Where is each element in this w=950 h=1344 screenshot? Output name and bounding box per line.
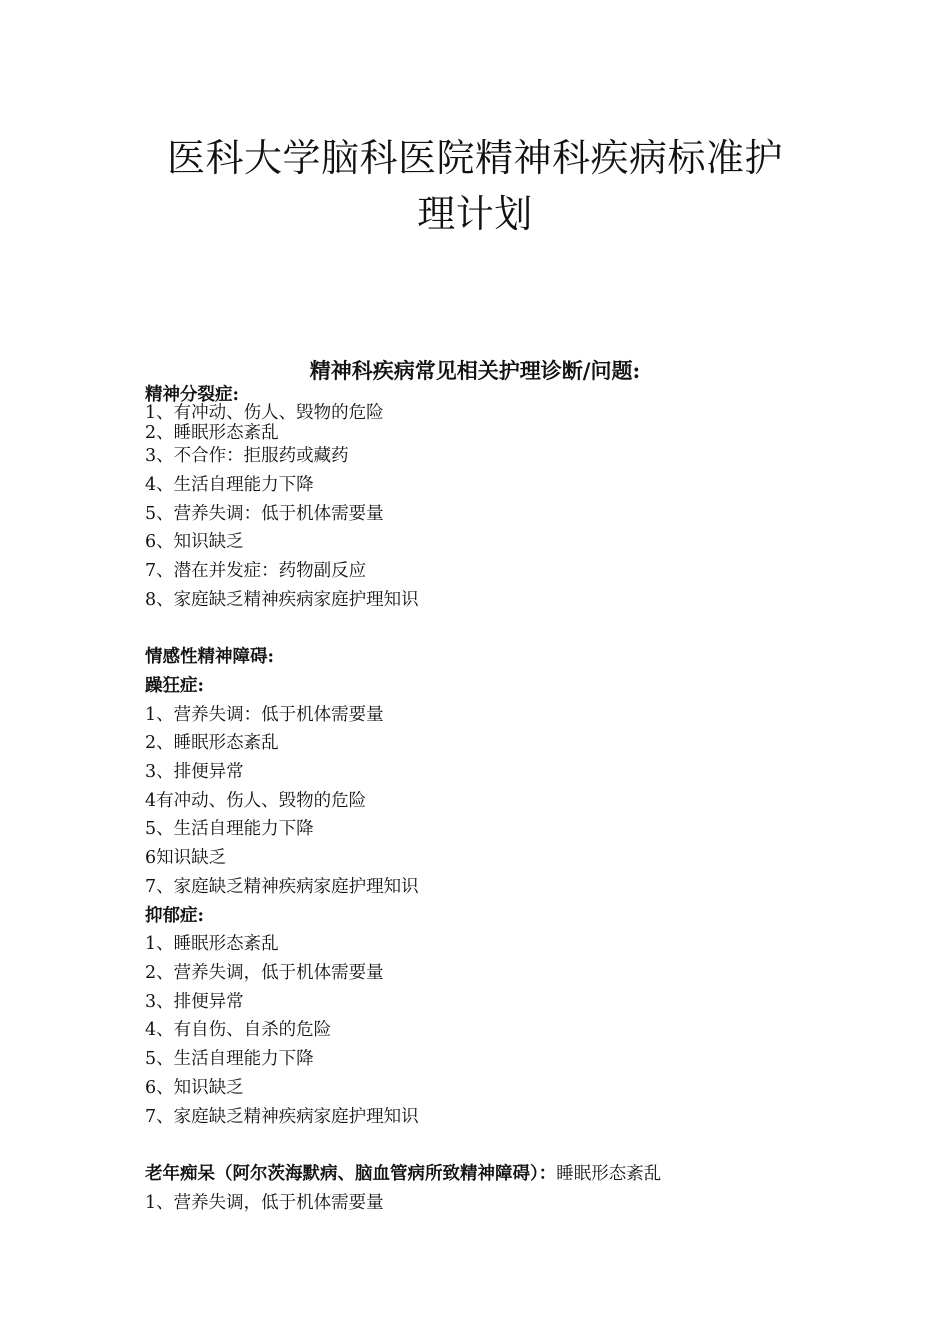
section-heading: 精神科疾病常见相关护理诊断/问题: (309, 358, 641, 383)
list-item: 8、家庭缺乏精神疾病家庭护理知识 (145, 590, 419, 610)
list-item: 3、排便异常 (145, 992, 244, 1012)
list-item: 5、生活自理能力下降 (145, 1049, 314, 1069)
schizophrenia-heading: 精神分裂症: (145, 385, 239, 405)
list-item: 5、营养失调：低于机体需要量 (145, 504, 384, 524)
list-item: 1、营养失调，低于机体需要量 (145, 1193, 384, 1213)
list-item: 1、睡眠形态紊乱 (145, 934, 279, 954)
list-item: 4有冲动、伤人、毁物的危险 (145, 791, 367, 811)
mania-heading: 躁狂症: (145, 676, 204, 696)
list-item: 4、有自伤、自杀的危险 (145, 1020, 332, 1040)
list-item: 7、家庭缺乏精神疾病家庭护理知识 (145, 877, 419, 897)
list-item: 7、潜在并发症：药物副反应 (145, 561, 367, 581)
list-item: 3、不合作：拒服药或藏药 (145, 446, 349, 466)
list-item: 7、家庭缺乏精神疾病家庭护理知识 (145, 1107, 419, 1127)
list-item: 2、睡眠形态紊乱 (145, 733, 279, 753)
dementia-heading: 老年痴呆（阿尔茨海默病、脑血管病所致精神障碍）： (145, 1164, 557, 1184)
list-item: 6、知识缺乏 (145, 1078, 244, 1098)
list-item: 6、知识缺乏 (145, 532, 244, 552)
dementia-heading-line (145, 1162, 661, 1186)
list-item: 2、营养失调，低于机体需要量 (145, 963, 384, 983)
list-item: 1、营养失调：低于机体需要量 (145, 705, 384, 725)
document-title: 医科大学脑科医院精神科疾病标准护理计划 (166, 136, 783, 236)
list-item: 6知识缺乏 (145, 848, 227, 868)
list-item: 4、生活自理能力下降 (145, 475, 314, 495)
list-item: 5、生活自理能力下降 (145, 819, 314, 839)
list-item: 2、睡眠形态紊乱 (145, 423, 279, 443)
depression-heading: 抑郁症: (145, 906, 204, 926)
list-item: 1、有冲动、伤人、毁物的危险 (145, 403, 384, 423)
affective-heading: 情感性精神障碍: (145, 647, 274, 667)
dementia-heading-suffix: 睡眠形态紊乱 (556, 1164, 662, 1184)
list-item: 3、排便异常 (145, 762, 244, 782)
